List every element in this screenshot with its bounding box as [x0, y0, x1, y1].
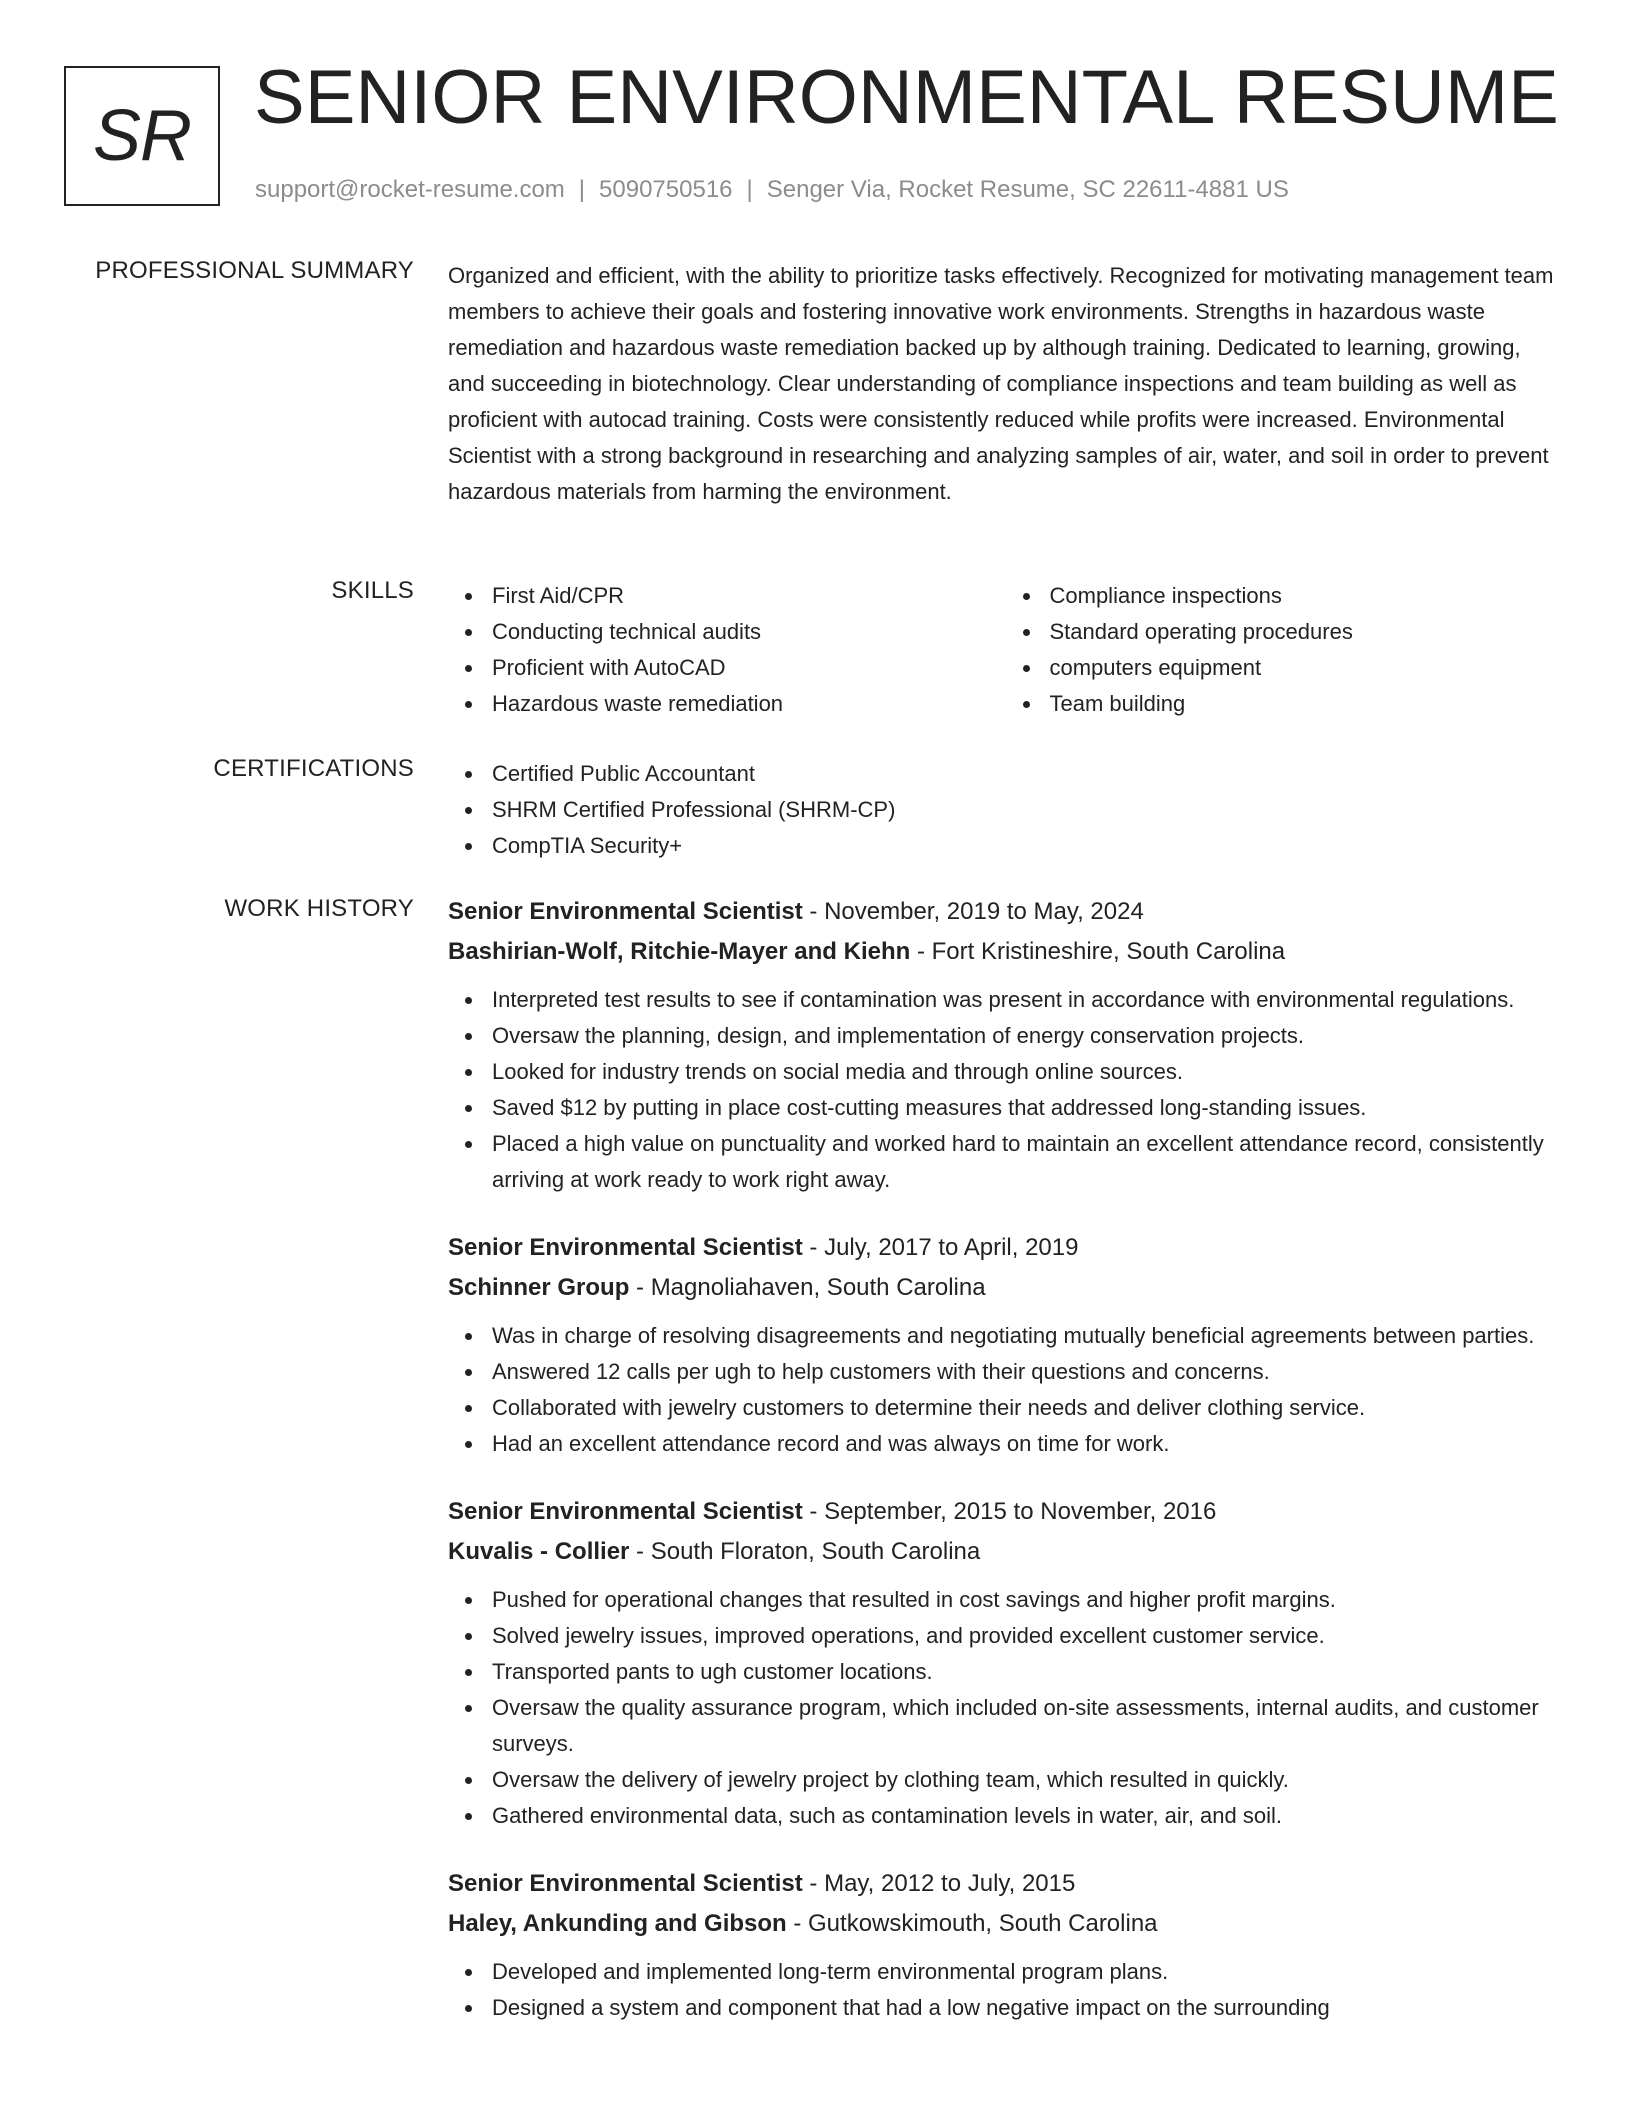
skills-grid	[448, 578, 1563, 722]
skill-item: Team building	[1050, 686, 1564, 722]
contact-address: Senger Via, Rocket Resume, SC 22611-4881 US	[766, 176, 1289, 203]
job-title: Senior Environmental Scientist	[448, 898, 803, 925]
skills-column-1	[448, 578, 1006, 722]
job-location: - Gutkowskimouth, South Carolina	[786, 1910, 1158, 1937]
job-bullet: Oversaw the delivery of jewelry project by clothing team, which resulted in quickly.	[492, 1762, 1563, 1798]
job-bullets	[448, 1582, 1563, 1834]
job-company-line	[448, 1904, 1563, 1944]
certifications-heading: CERTIFICATIONS	[213, 755, 414, 782]
job-company: Haley, Ankunding and Gibson	[448, 1910, 787, 1937]
job-location: - Fort Kristineshire, South Carolina	[910, 938, 1286, 965]
job-entry	[448, 1864, 1563, 2026]
job-title: Senior Environmental Scientist	[448, 1870, 803, 1897]
job-entry	[448, 892, 1563, 1198]
skill-item: Hazardous waste remediation	[492, 686, 1006, 722]
summary-body	[448, 258, 1563, 510]
contact-email: support@rocket-resume.com	[255, 176, 565, 203]
certification-item: Certified Public Accountant	[492, 756, 1563, 792]
job-bullet: Solved jewelry issues, improved operations, and provided excellent customer service.	[492, 1618, 1563, 1654]
contact-phone: 5090750516	[599, 176, 733, 203]
job-bullet: Saved $12 by putting in place cost-cutting measures that addressed long-standing issues.	[492, 1090, 1563, 1126]
job-entry	[448, 1228, 1563, 1462]
job-bullet: Collaborated with jewelry customers to determine their needs and deliver clothing service.	[492, 1390, 1563, 1426]
contact-line	[255, 176, 1289, 204]
job-company: Kuvalis - Collier	[448, 1538, 630, 1565]
skills-body	[448, 578, 1563, 722]
job-location: - South Floraton, South Carolina	[629, 1538, 981, 1565]
job-title: Senior Environmental Scientist	[448, 1234, 803, 1261]
job-company: Schinner Group	[448, 1274, 630, 1301]
job-company: Bashirian-Wolf, Ritchie-Mayer and Kiehn	[448, 938, 911, 965]
job-bullet: Oversaw the quality assurance program, which included on-site assessments, internal audits, and customer surveys.	[492, 1690, 1563, 1762]
job-bullet: Looked for industry trends on social media and through online sources.	[492, 1054, 1563, 1090]
job-bullets	[448, 1318, 1563, 1462]
job-bullet: Developed and implemented long-term environmental program plans.	[492, 1954, 1563, 1990]
summary-heading: PROFESSIONAL SUMMARY	[95, 257, 414, 284]
job-bullet: Pushed for operational changes that resulted in cost savings and higher profit margins.	[492, 1582, 1563, 1618]
job-bullet: Had an excellent attendance record and was always on time for work.	[492, 1426, 1563, 1462]
job-bullet: Oversaw the planning, design, and implementation of energy conservation projects.	[492, 1018, 1563, 1054]
certifications-list	[448, 756, 1563, 864]
certification-item: CompTIA Security+	[492, 828, 1563, 864]
skill-item: Conducting technical audits	[492, 614, 1006, 650]
resume-title: SENIOR ENVIRONMENTAL RESUME	[254, 55, 1559, 140]
job-title-line	[448, 892, 1563, 932]
job-dates: - September, 2015 to November, 2016	[802, 1498, 1217, 1525]
job-location: - Magnoliahaven, South Carolina	[629, 1274, 986, 1301]
job-bullet: Transported pants to ugh customer locations.	[492, 1654, 1563, 1690]
job-entry	[448, 1492, 1563, 1834]
skill-item: computers equipment	[1050, 650, 1564, 686]
summary-text: Organized and efficient, with the ability to prioritize tasks effectively. Recognized for motivating management team members to achieve their goals and fostering innovative work environments. Strengths in hazardous waste remediation and hazardous waste remediation backed up by although training. Dedicated to learning, growing, and succeeding in biotechnology. Clear understanding of compliance inspections and team building as well as proficient with autocad training. Costs were consistently reduced while profits were increased. Environmental Scientist with a strong background in researching and analyzing samples of air, water, and soil in order to prevent hazardous materials from harming the environment.	[448, 263, 1554, 504]
skill-item: Standard operating procedures	[1050, 614, 1564, 650]
job-bullet: Placed a high value on punctuality and worked hard to maintain an excellent attendance record, consistently arriving at work ready to work right away.	[492, 1126, 1563, 1198]
contact-separator: |	[578, 176, 586, 203]
certifications-body	[448, 756, 1563, 864]
job-title-line	[448, 1864, 1563, 1904]
job-bullet: Gathered environmental data, such as contamination levels in water, air, and soil.	[492, 1798, 1563, 1834]
job-title-line	[448, 1492, 1563, 1532]
skills-column-2	[1006, 578, 1564, 722]
job-bullet: Designed a system and component that had a low negative impact on the surrounding	[492, 1990, 1563, 2026]
job-dates: - July, 2017 to April, 2019	[802, 1234, 1079, 1261]
job-dates: - May, 2012 to July, 2015	[802, 1870, 1076, 1897]
contact-separator: |	[746, 176, 753, 203]
job-company-line	[448, 1268, 1563, 1308]
job-title: Senior Environmental Scientist	[448, 1498, 803, 1525]
job-bullets	[448, 982, 1563, 1198]
monogram-badge	[64, 66, 220, 206]
certification-item: SHRM Certified Professional (SHRM-CP)	[492, 792, 1563, 828]
skill-item: Proficient with AutoCAD	[492, 650, 1006, 686]
work-history-body	[448, 892, 1563, 2056]
job-bullet: Answered 12 calls per ugh to help customers with their questions and concerns.	[492, 1354, 1563, 1390]
skill-item: First Aid/CPR	[492, 578, 1006, 614]
job-title-line	[448, 1228, 1563, 1268]
job-dates: - November, 2019 to May, 2024	[802, 898, 1144, 925]
job-bullet: Was in charge of resolving disagreements and negotiating mutually beneficial agreements between parties.	[492, 1318, 1563, 1354]
skills-heading: SKILLS	[331, 577, 414, 604]
work-history-heading: WORK HISTORY	[224, 895, 414, 922]
job-company-line	[448, 932, 1563, 972]
skill-item: Compliance inspections	[1050, 578, 1564, 614]
job-bullet: Interpreted test results to see if contamination was present in accordance with environmental regulations.	[492, 982, 1563, 1018]
monogram-initials: SR	[92, 96, 192, 176]
job-company-line	[448, 1532, 1563, 1572]
job-bullets	[448, 1954, 1563, 2026]
